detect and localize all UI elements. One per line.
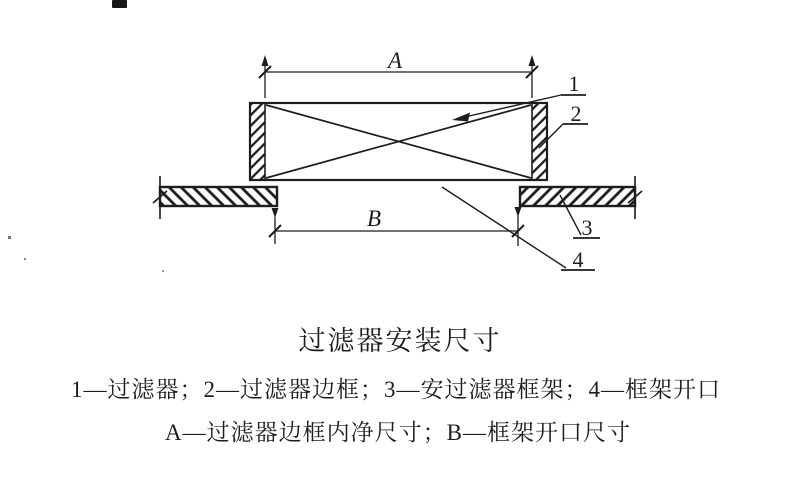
right-frame-bar: [520, 187, 635, 206]
dim-b-arrow-right: [515, 207, 522, 217]
dim-a-arrow-left: [262, 55, 269, 66]
dimension-b: [269, 207, 524, 246]
scan-blotch: [112, 0, 127, 8]
callout-1-number: 1: [568, 71, 580, 96]
filter-edge-frame-left: [250, 103, 265, 180]
figure-legend-line2: A—过滤器边框内净尺寸；B—框架开口尺寸: [165, 420, 631, 445]
scan-speck: [162, 270, 164, 272]
caption-block: [71, 326, 721, 445]
scan-artifacts: [8, 0, 164, 272]
dim-a-label: A: [387, 48, 403, 73]
dim-b-label: B: [366, 206, 382, 231]
left-frame-bar: [160, 187, 277, 206]
figure-title: 过滤器安装尺寸: [298, 326, 502, 356]
dim-a-arrow-right: [529, 55, 536, 66]
figure-legend-line1: 1—过滤器；2—过滤器边框；3—安过滤器框架；4—框架开口: [71, 377, 721, 402]
filter-box: [250, 103, 547, 180]
dim-b-arrow-left: [272, 208, 279, 218]
scan-speck: [8, 236, 11, 239]
callout-4-number: 4: [572, 247, 584, 272]
scan-speck: [24, 258, 26, 260]
callout-2-number: 2: [570, 101, 582, 126]
callout-3-number: 3: [581, 215, 593, 240]
